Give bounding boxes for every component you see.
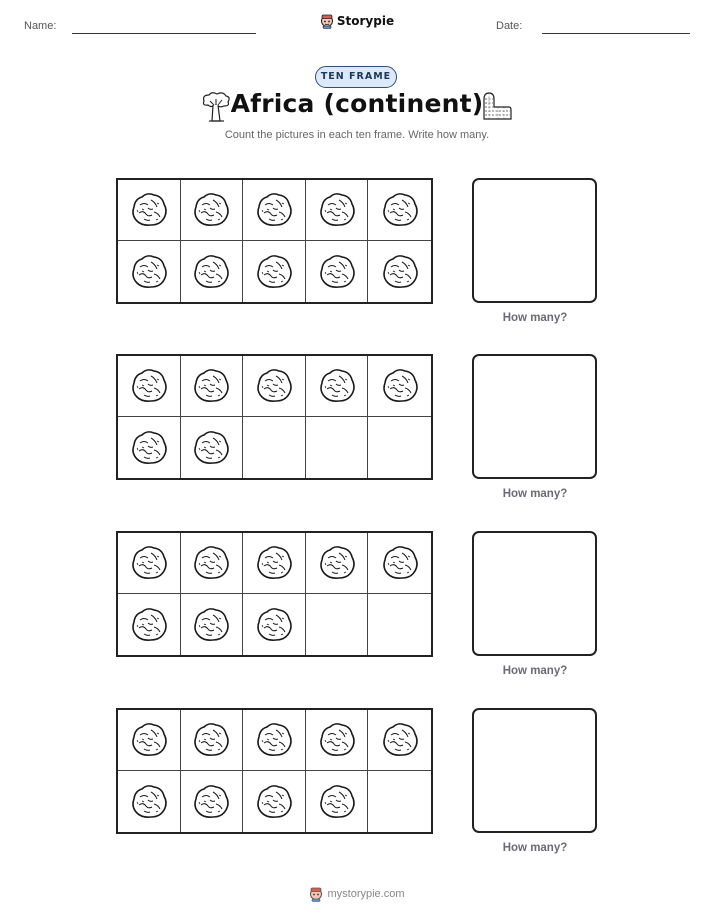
ten-frame-cell xyxy=(368,356,431,417)
ten-frame-cell xyxy=(306,356,369,417)
ten-frame xyxy=(116,531,433,657)
title-row xyxy=(0,89,714,118)
ten-frame-cell xyxy=(181,417,244,478)
answer-box[interactable] xyxy=(472,178,597,303)
ten-frame-cell xyxy=(243,710,306,771)
rock-icon xyxy=(129,367,169,405)
ten-frame-cell xyxy=(306,533,369,594)
storypie-mascot-icon xyxy=(320,13,334,29)
rock-icon xyxy=(380,191,420,229)
rock-icon xyxy=(191,191,231,229)
footer-url[interactable]: mystorypie.com xyxy=(327,888,405,900)
ten-frame-cell xyxy=(368,710,431,771)
answer-box[interactable] xyxy=(472,531,597,656)
rock-icon xyxy=(129,253,169,291)
rock-icon xyxy=(380,544,420,582)
rock-icon xyxy=(317,783,357,821)
date-line[interactable] xyxy=(542,33,690,34)
page-title: Africa (continent) xyxy=(230,89,484,118)
rock-icon xyxy=(380,367,420,405)
ten-frame-cell xyxy=(243,594,306,655)
ten-frame-cell xyxy=(181,180,244,241)
rock-icon xyxy=(317,544,357,582)
answer-box[interactable] xyxy=(472,354,597,479)
name-line[interactable] xyxy=(72,33,256,34)
how-many-label: How many? xyxy=(502,842,568,854)
ten-frame-cell xyxy=(306,771,369,832)
ten-frame-cell xyxy=(243,241,306,302)
ten-frame xyxy=(116,708,433,834)
storypie-mascot-icon xyxy=(309,886,323,902)
rock-icon xyxy=(191,253,231,291)
ten-frame-cell xyxy=(243,771,306,832)
rock-icon xyxy=(129,429,169,467)
rock-icon xyxy=(191,721,231,759)
rock-icon xyxy=(254,367,294,405)
ten-frame-cell xyxy=(368,241,431,302)
ten-frame-cell xyxy=(306,180,369,241)
rock-icon xyxy=(129,721,169,759)
ten-frame-cell xyxy=(306,417,369,478)
rock-icon xyxy=(129,606,169,644)
answer-box[interactable] xyxy=(472,708,597,833)
rock-icon xyxy=(254,606,294,644)
ten-frame-cell xyxy=(368,771,431,832)
ten-frame-cell xyxy=(368,180,431,241)
instructions: Count the pictures in each ten frame. Write how many. xyxy=(224,129,490,141)
ten-frame-cell xyxy=(118,533,181,594)
great-zimbabwe-ruins-icon xyxy=(481,91,513,121)
footer xyxy=(0,886,714,906)
rock-icon xyxy=(191,783,231,821)
ten-frame-cell xyxy=(306,594,369,655)
ten-frame-cell xyxy=(243,356,306,417)
rock-icon xyxy=(254,191,294,229)
rock-icon xyxy=(254,253,294,291)
how-many-label: How many? xyxy=(502,312,568,324)
rock-icon xyxy=(191,544,231,582)
ten-frame-cell xyxy=(243,533,306,594)
rock-icon xyxy=(129,783,169,821)
rock-icon xyxy=(317,253,357,291)
rock-icon xyxy=(317,721,357,759)
ten-frame-cell xyxy=(118,771,181,832)
ten-frame-cell xyxy=(368,594,431,655)
brand-name: Storypie xyxy=(336,14,395,28)
ten-frame-cell xyxy=(118,356,181,417)
rock-icon xyxy=(191,367,231,405)
rock-icon xyxy=(380,721,420,759)
ten-frame-cell xyxy=(368,533,431,594)
name-label: Name: xyxy=(24,20,57,32)
how-many-label: How many? xyxy=(502,488,568,500)
ten-frame-cell xyxy=(118,241,181,302)
ten-frame-cell xyxy=(243,417,306,478)
rock-icon xyxy=(317,367,357,405)
rock-icon xyxy=(254,544,294,582)
ten-frame xyxy=(116,354,433,480)
ten-frame-cell xyxy=(243,180,306,241)
date-label: Date: xyxy=(496,20,523,32)
rock-icon xyxy=(254,783,294,821)
rock-icon xyxy=(380,253,420,291)
ten-frame-cell xyxy=(118,594,181,655)
ten-frame-cell xyxy=(181,356,244,417)
rock-icon xyxy=(254,721,294,759)
ten-frame-cell xyxy=(118,710,181,771)
rock-icon xyxy=(191,429,231,467)
ten-frame xyxy=(116,178,433,304)
how-many-label: How many? xyxy=(502,665,568,677)
ten-frame-cell xyxy=(181,533,244,594)
rock-icon xyxy=(129,544,169,582)
ten-frame-cell xyxy=(368,417,431,478)
rock-icon xyxy=(129,191,169,229)
rock-icon xyxy=(191,606,231,644)
ten-frame-cell xyxy=(181,771,244,832)
ten-frame-cell xyxy=(306,710,369,771)
brand xyxy=(0,13,714,33)
ten-frame-cell xyxy=(181,594,244,655)
ten-frame-badge: TEN FRAME xyxy=(315,66,397,88)
ten-frame-cell xyxy=(118,417,181,478)
ten-frame-cell xyxy=(181,710,244,771)
ten-frame-cell xyxy=(181,241,244,302)
ten-frame-cell xyxy=(306,241,369,302)
rock-icon xyxy=(317,191,357,229)
ten-frame-cell xyxy=(118,180,181,241)
